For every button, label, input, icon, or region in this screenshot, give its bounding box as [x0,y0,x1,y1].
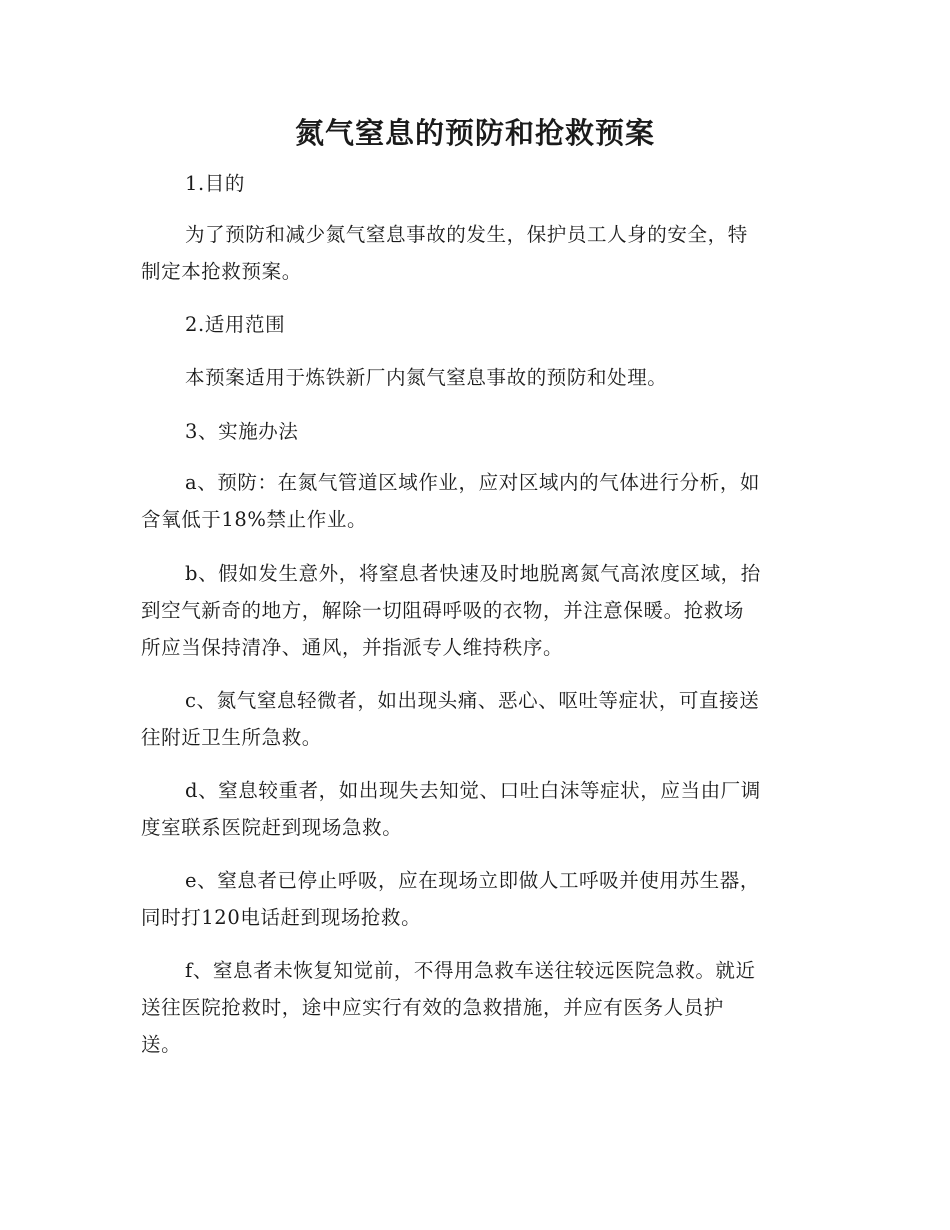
item-f-line-2: 送往医院抢救时，途中应实行有效的急救措施，并应有医务人员护 [141,996,724,1019]
item-e-line-1: e、窒息者已停止呼吸，应在现场立即做人工呼吸并使用苏生器， [185,869,760,892]
purpose-paragraph [141,216,807,290]
purpose-line-1: 为了预防和减少氮气窒息事故的发生，保护员工人身的安全，特 [185,223,748,246]
item-a-paragraph [141,464,807,538]
item-e-paragraph [141,862,807,936]
scope-text: 本预案适用于炼铁新厂内氮气窒息事故的预防和处理。 [185,366,668,389]
item-b-line-3: 所应当保持清净、通风，并指派专人维持秩序。 [141,636,564,659]
item-d-paragraph [141,772,807,846]
item-b-paragraph [141,555,807,666]
method-heading-text: 3、实施办法 [185,420,299,443]
item-c-line-2: 往附近卫生所急救。 [141,726,322,749]
document-title: 氮气窒息的预防和抢救预案 [294,116,655,150]
item-c-line-1: c、氮气窒息轻微者，如出现头痛、恶心、呕吐等症状，可直接送 [185,689,760,712]
item-b-line-2: 到空气新奇的地方，解除一切阻碍呼吸的衣物，并注意保暖。抢救场 [141,599,745,622]
item-e-line-2: 同时打120电话赶到现场抢救。 [141,906,422,929]
item-f-line-3: 送。 [141,1033,182,1056]
item-a-line-1: a、预防：在氮气管道区域作业，应对区域内的气体进行分析，如 [185,471,761,494]
item-b-line-1: b、假如发生意外，将窒息者快速及时地脱离氮气高浓度区域，抬 [185,562,761,585]
item-f-paragraph [141,952,807,1063]
purpose-heading [141,165,807,202]
item-d-line-2: 度室联系医院赶到现场急救。 [141,816,403,839]
item-c-paragraph [141,682,807,756]
item-f-line-1: f、窒息者未恢复知觉前，不得用急救车送往较远医院急救。就近 [185,959,756,982]
method-heading [141,413,807,450]
scope-heading [141,306,807,343]
purpose-heading-text: 1.目的 [185,172,246,195]
scope-heading-text: 2.适用范围 [185,313,286,336]
scope-paragraph [141,359,807,396]
purpose-line-2: 制定本抢救预案。 [141,260,302,283]
item-a-line-2: 含氧低于18%禁止作业。 [141,508,368,531]
item-d-line-1: d、窒息较重者，如出现失去知觉、口吐白沫等症状，应当由厂调 [185,779,761,802]
